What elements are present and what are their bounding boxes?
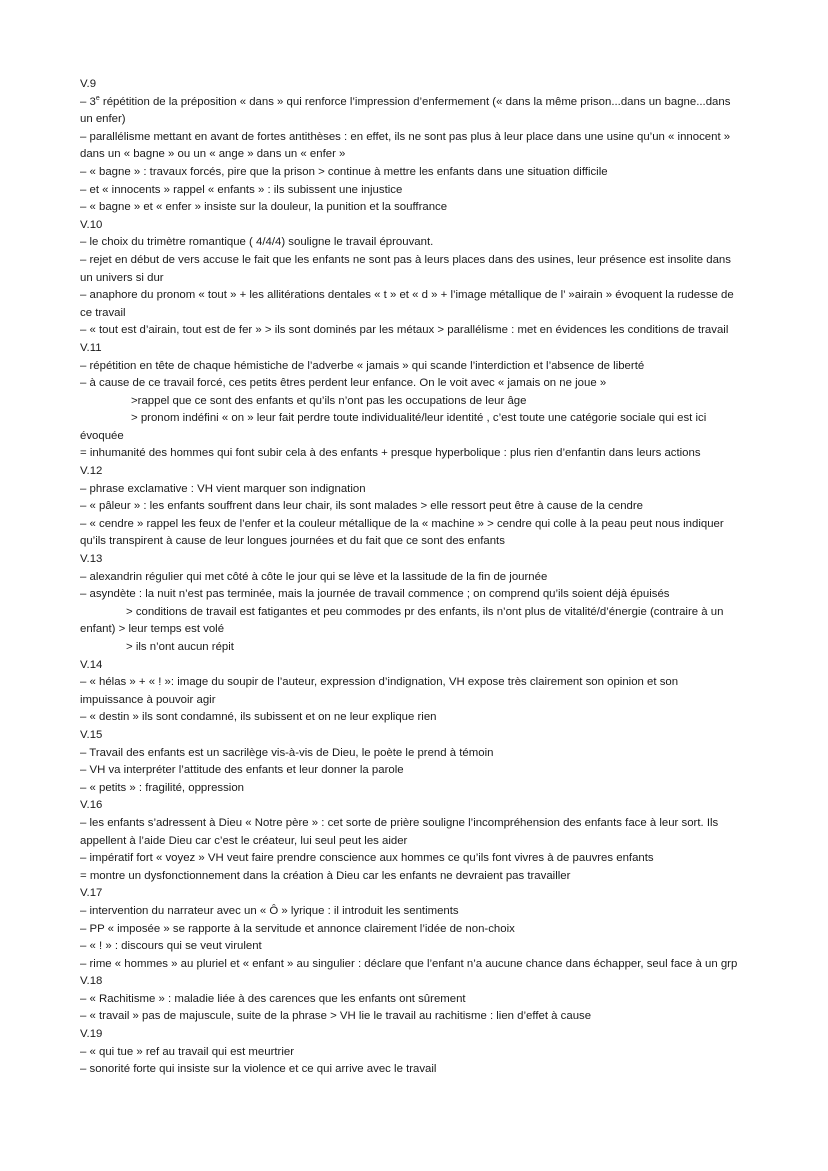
note-line: – rejet en début de vers accuse le fait que les enfants ne sont pas à leurs places dans des usines, leur présence est insolite dans un univers si dur bbox=[80, 253, 731, 284]
note-line: – « ! » : discours qui se veut virulent bbox=[80, 940, 262, 953]
note-line: évoquée bbox=[80, 429, 124, 442]
note-line: – « qui tue » ref au travail qui est meurtrier bbox=[80, 1045, 294, 1058]
note-line: – phrase exclamative : VH vient marquer son indignation bbox=[80, 482, 366, 495]
note-line: – « petits » : fragilité, oppression bbox=[80, 781, 244, 794]
note-line: – « destin » ils sont condamné, ils subissent et on ne leur explique rien bbox=[80, 711, 437, 724]
note-subline: > pronom indéfini « on » leur fait perdre toute individualité/leur identité , c’est toute une catégorie sociale qui est ici bbox=[131, 412, 707, 425]
note-line: – « Rachitisme » : maladie liée à des carences que les enfants ont sûrement bbox=[80, 992, 466, 1005]
note-subline: > ils n’ont aucun répit bbox=[126, 641, 234, 653]
note-line: – les enfants s’adressent à Dieu « Notre père » : cet sorte de prière souligne l’incompréhension des enfants face à leur sort. Ils appellent à l’aide Dieu car c’est le créateur, lui seul peut les aider bbox=[80, 816, 719, 847]
note-line: – « cendre » rappel les feux de l’enfer et la couleur métallique de la « machine » > cendre qui colle à la peau peut nous indiquer qu’ils transpirent à cause de leur longues journées et du fait que ce sont des enfants bbox=[80, 517, 724, 548]
note-line: – intervention du narrateur avec un « Ô » lyrique : il introduit les sentiments bbox=[80, 904, 459, 917]
note-line: – répétition en tête de chaque hémistiche de l’adverbe « jamais » qui scande l’interdiction et l’absence de liberté bbox=[80, 359, 645, 372]
note-line: – asyndète : la nuit n’est pas terminée, mais la journée de travail commence ; on comprend qu’ils soient déjà épuisés bbox=[80, 588, 670, 601]
verse-heading: V.15 bbox=[80, 728, 103, 741]
note-prefix: – 3 bbox=[80, 95, 96, 108]
verse-heading: V.19 bbox=[80, 1028, 103, 1041]
note-line: – à cause de ce travail forcé, ces petits êtres perdent leur enfance. On le voit avec « jamais on ne joue » bbox=[80, 377, 607, 390]
note-line: – rime « hommes » au pluriel et « enfant » au singulier : déclare que l’enfant n’a aucune chance dans échapper, seul face à un grp bbox=[80, 957, 738, 970]
note-line: – sonorité forte qui insiste sur la violence et ce qui arrive avec le travail bbox=[80, 1063, 437, 1076]
note-text: répétition de la préposition « dans » qui renforce l’impression d’enfermement (« dans la même prison...dans un bagne...dans un enfer) bbox=[80, 95, 731, 126]
note-line: – VH va interpréter l’attitude des enfants et leur donner la parole bbox=[80, 764, 404, 777]
verse-heading: V.16 bbox=[80, 799, 103, 812]
verse-heading: V.17 bbox=[80, 887, 103, 900]
note-line: – alexandrin régulier qui met côté à côte le jour qui se lève et la lassitude de la fin de journée bbox=[80, 570, 548, 583]
note-line: – PP « imposée » se rapporte à la servitude et annonce clairement l’idée de non-choix bbox=[80, 922, 515, 935]
verse-heading: V.11 bbox=[80, 341, 102, 354]
verse-heading: V.14 bbox=[80, 658, 103, 671]
note-line: – « pâleur » : les enfants souffrent dans leur chair, ils sont malades > elle ressort peut être à cause de la cendre bbox=[80, 500, 644, 513]
note-line: = inhumanité des hommes qui font subir cela à des enfants + presque hyperbolique : plus rien d’enfantin dans leurs actions bbox=[80, 447, 701, 460]
note-line: – « bagne » et « enfer » insiste sur la douleur, la punition et la souffrance bbox=[80, 201, 448, 214]
note-line: – « hélas » + « ! »: image du soupir de l’auteur, expression d’indignation, VH expose très clairement son opinion et son impuissance à pouvoir agir bbox=[80, 676, 679, 706]
verse-heading: V.9 bbox=[80, 78, 97, 90]
verse-heading: V.18 bbox=[80, 975, 103, 988]
note-line: – Travail des enfants est un sacrilège vis-à-vis de Dieu, le poète le prend à témoin bbox=[80, 746, 494, 759]
note-line: enfant) > leur temps est volé bbox=[80, 623, 225, 636]
note-line: – « travail » pas de majuscule, suite de la phrase > VH lie le travail au rachitisme : lien d’effet à cause bbox=[80, 1010, 592, 1023]
superscript: e bbox=[95, 94, 100, 102]
note-subline: >rappel que ce sont des enfants et qu’ils n’ont pas les occupations de leur âge bbox=[131, 394, 527, 407]
note-subline: > conditions de travail est fatigantes et peu commodes pr des enfants, ils n’ont plus de vitalité/d’énergie (contraire à un bbox=[126, 605, 724, 618]
note-line: – le choix du trimètre romantique ( 4/4/4) souligne le travail éprouvant. bbox=[80, 236, 434, 249]
verse-heading: V.12 bbox=[80, 465, 103, 478]
note-line bbox=[80, 94, 744, 129]
verse-heading: V.10 bbox=[80, 218, 103, 231]
note-line: – impératif fort « voyez » VH veut faire prendre conscience aux hommes ce qu’ils font vivres à de pauvres enfants bbox=[80, 852, 654, 865]
verse-heading: V.13 bbox=[80, 553, 103, 566]
note-line: = montre un dysfonctionnement dans la création à Dieu car les enfants ne devraient pas travailler bbox=[80, 869, 571, 882]
note-line: – « tout est d’airain, tout est de fer » > ils sont dominés par les métaux > parallélisme : met en évidences les conditions de travail bbox=[80, 324, 729, 337]
note-line: – anaphore du pronom « tout » + les allitérations dentales « t » et « d » + l’image métallique de l’ »airain » évoquent la rudesse de ce travail bbox=[80, 289, 734, 319]
note-line: – parallélisme mettant en avant de fortes antithèses : en effet, ils ne sont pas plus à leur place dans une usine qu’un « innocent » dans un « bagne » ou un « ange » dans un « enfer » bbox=[80, 130, 731, 161]
note-line: – et « innocents » rappel « enfants » : ils subissent une injustice bbox=[80, 183, 403, 196]
note-line: – « bagne » : travaux forcés, pire que la prison > continue à mettre les enfants dans une situation difficile bbox=[80, 165, 608, 178]
